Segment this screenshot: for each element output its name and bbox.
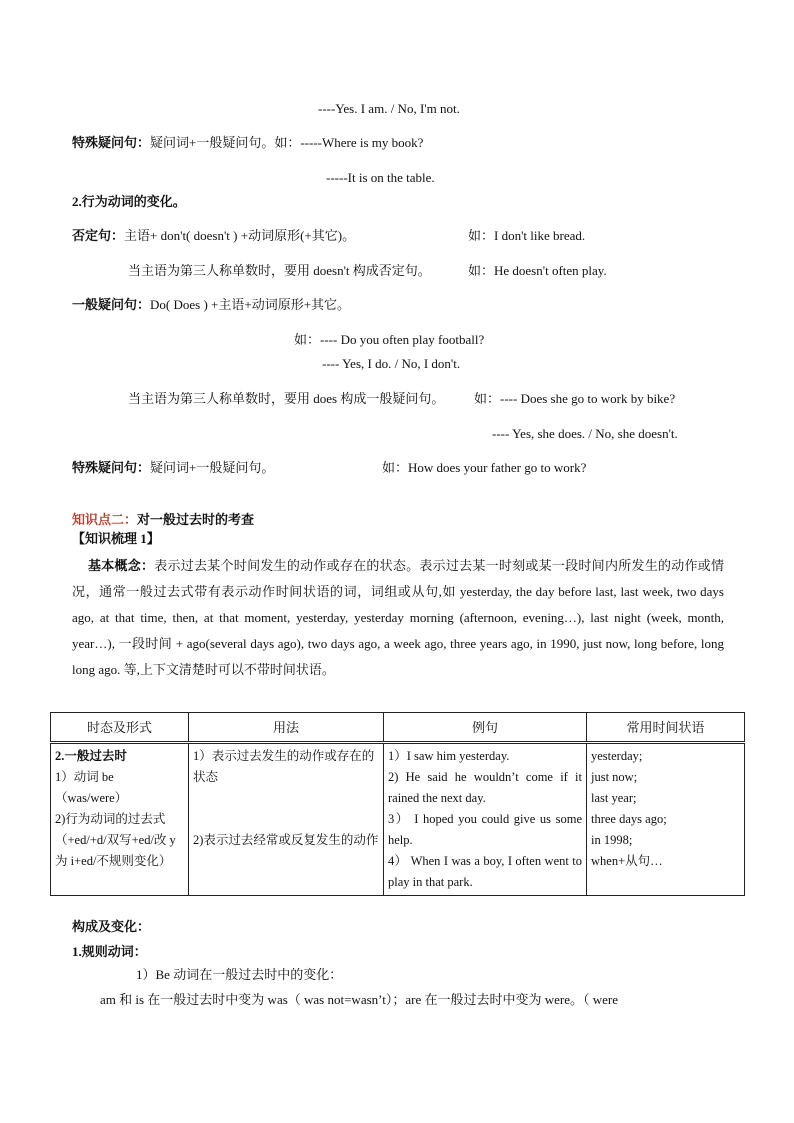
heading-action-verb-change: 2.行为动词的变化。 <box>72 194 186 209</box>
cell-tense-form <box>51 743 189 896</box>
general-question-answer: ---- Yes, I do. / No, I don't. <box>322 356 461 371</box>
section2-title <box>72 511 254 529</box>
usage-1: 1）表示过去发生的动作或存在的状态 <box>193 749 375 784</box>
basic-concept-label: 基本概念： <box>88 558 155 573</box>
adverbial-2: just now; <box>591 770 638 784</box>
example-4: 4） When I was a boy, I often went to play in that park. <box>388 854 582 889</box>
basic-concept-paragraph <box>72 553 724 683</box>
adverbial-3: last year; <box>591 791 637 805</box>
tense-table <box>50 712 745 896</box>
special-question-text-2: 疑问词+一般疑问句。 <box>150 460 275 475</box>
header-usage: 用法 <box>189 713 384 743</box>
special-question-line-2 <box>72 459 274 477</box>
adverbial-5: in 1998; <box>591 833 633 847</box>
tense-action-verb: 2)行为动词的过去式（+ed/+d/双写+ed/改 y 为 i+ed/不规则变化） <box>55 812 176 868</box>
third-person-question-example: 如：---- Does she go to work by bike? <box>474 391 676 406</box>
third-person-question-answer: ---- Yes, she does. / No, she doesn't. <box>492 426 678 441</box>
tense-was-were: （was/were） <box>55 791 128 805</box>
cell-time-adverbials <box>587 743 745 896</box>
general-question-label: 一般疑问句： <box>72 297 151 312</box>
special-question-label-2: 特殊疑问句： <box>72 460 151 475</box>
section3-text: am 和 is 在一般过去时中变为 was（ was not=wasn’t）；are 在一般过去时中变为 were。（ were <box>100 992 618 1007</box>
cell-usage <box>189 743 384 896</box>
header-tense-form: 时态及形式 <box>51 713 189 743</box>
adverbial-6: when+从句… <box>591 854 663 868</box>
section2-title-black: 对一般过去时的考查 <box>137 512 255 527</box>
example-2: 2) He said he wouldn’t come if it rained the next day. <box>388 770 582 805</box>
negative-line <box>72 227 355 245</box>
negative-example: 如：I don't like bread. <box>468 228 586 243</box>
tense-be-verb: 1）动词 be <box>55 770 114 784</box>
special-question-line <box>72 134 423 152</box>
usage-2: 2)表示过去经常或反复发生的动作 <box>193 833 379 847</box>
special-question-example-2: 如：How does your father go to work? <box>382 460 587 475</box>
third-person-question-text: 当主语为第三人称单数时，要用 does 构成一般疑问句。 <box>128 391 445 406</box>
section3-sub: 1.规则动词： <box>72 944 147 959</box>
adverbial-1: yesterday; <box>591 749 643 763</box>
example-3: 3） I hoped you could give us some help. <box>388 812 582 847</box>
tense-name: 2.一般过去时 <box>55 749 127 763</box>
answer-line-yes-i-am: ----Yes. I am. / No, I'm not. <box>318 101 460 116</box>
general-question-example: 如：---- Do you often play football? <box>294 332 485 347</box>
section2-title-red: 知识点二： <box>72 512 138 527</box>
section3-item: 1）Be 动词在一般过去时中的变化： <box>136 967 343 982</box>
answer-line-on-table: -----It is on the table. <box>326 170 435 185</box>
header-time-adverbial: 常用时间状语 <box>587 713 745 743</box>
adverbial-4: three days ago; <box>591 812 667 826</box>
section3-title: 构成及变化： <box>72 919 151 934</box>
negative-text: 主语+ don't( doesn't ) +动词原形(+其它)。 <box>124 228 356 243</box>
basic-concept-text: 表示过去某个时间发生的动作或存在的状态。表示过去某一时刻或某一段时间内所发生的动作或情况，通常一般过去式带有表示动作时间状语的词，词组或从句,如 yesterday, the day before last, last week, two days ago, at that time, then, at that moment, yesterday, yesterday morning (afternoon, evening…), last night (week, month, year…), 一段时间 + ago(several days ago), two days ago, a week ago, three years ago, in 1990, just now, long before, long long ago. 等,上下文清楚时可以不带时间状语。 <box>72 558 724 677</box>
negative-label: 否定句： <box>72 228 125 243</box>
header-example: 例句 <box>384 713 587 743</box>
general-question-text: Do( Does ) +主语+动词原形+其它。 <box>150 297 351 312</box>
third-person-negative-text: 当主语为第三人称单数时，要用 doesn't 构成否定句。 <box>128 263 431 278</box>
cell-examples <box>384 743 587 896</box>
special-question-text: 疑问词+一般疑问句。如：-----Where is my book? <box>150 135 424 150</box>
table-row <box>51 743 745 896</box>
table-header-row <box>51 713 745 743</box>
example-1: 1）I saw him yesterday. <box>388 749 510 763</box>
special-question-label: 特殊疑问句： <box>72 135 151 150</box>
section2-subtitle: 【知识梳理 1】 <box>72 531 160 546</box>
general-question-line <box>72 296 350 314</box>
third-person-negative-example: 如：He doesn't often play. <box>468 263 607 278</box>
